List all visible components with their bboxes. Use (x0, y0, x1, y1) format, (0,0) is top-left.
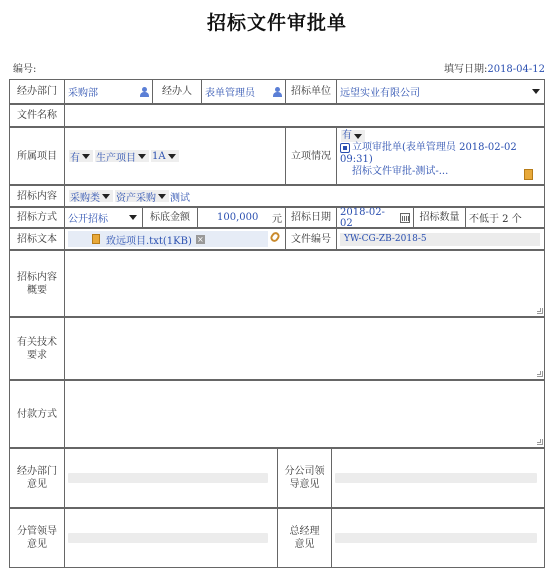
dept-opinion-field[interactable] (65, 449, 278, 507)
branch-opinion-field[interactable] (332, 449, 545, 507)
project-flag-value: 有 (70, 152, 80, 164)
chevron-down-icon (168, 154, 176, 159)
dept-field[interactable] (65, 80, 153, 103)
date-label: 招标日期 (286, 208, 337, 227)
dept-value: 采购部 (68, 88, 98, 99)
fill-date-value: 2018-04-12 (487, 64, 545, 75)
leader-opinion-label: 分管领导 意见 (10, 509, 65, 567)
resize-handle-icon[interactable] (537, 371, 543, 377)
content-type-value: 资产采购 (116, 192, 156, 204)
resize-handle-icon[interactable] (537, 439, 543, 445)
content-category-select[interactable] (69, 190, 113, 202)
chevron-down-icon (82, 154, 90, 159)
date-field[interactable] (337, 208, 414, 227)
attachment-field (65, 229, 286, 249)
row-content (9, 185, 545, 207)
base-amount: 100,000 (217, 212, 259, 223)
qty-value[interactable]: 不低于 2 个 (469, 214, 522, 225)
project-item-value: 1A (152, 150, 166, 162)
project-type-value: 生产项目 (96, 152, 136, 164)
handler-value: 表单管理员 (205, 88, 255, 99)
row-tech (9, 317, 545, 380)
chevron-down-icon (129, 215, 137, 220)
summary-textarea[interactable] (65, 251, 545, 316)
row-filename (9, 104, 545, 127)
filename-label: 文件名称 (10, 105, 65, 126)
chevron-down-icon (158, 194, 166, 199)
tech-textarea[interactable] (65, 318, 545, 379)
row-project (9, 127, 545, 185)
org-picker-icon[interactable] (140, 87, 149, 97)
project-flag-select[interactable] (69, 150, 93, 162)
handler-label: 经办人 (153, 80, 202, 103)
approval-sub-link[interactable]: 招标文件审批-测试-... (352, 166, 449, 177)
docno-field (337, 229, 545, 249)
content-category-value: 采购类 (70, 192, 100, 204)
unit-label: 招标单位 (286, 80, 337, 103)
project-label: 所属项目 (10, 128, 65, 184)
gm-opinion-field[interactable] (332, 509, 545, 567)
row-summary (9, 250, 545, 317)
docno-value: YW-CG-ZB-2018-5 (344, 234, 427, 244)
approval-link[interactable]: 立项审批单(表单管理员 2018-02-02 09:31) (340, 142, 517, 165)
row-payment (9, 380, 545, 448)
summary-label: 招标内容 概要 (10, 251, 65, 316)
method-label: 招标方式 (10, 208, 65, 227)
branch-opinion-label: 分公司领 导意见 (278, 449, 332, 507)
dept-label: 经办部门 (10, 80, 65, 103)
approval-form (9, 79, 545, 561)
attachment-link[interactable]: 致远项目.txt(1KB) (106, 235, 192, 247)
gm-opinion-label: 总经理 意见 (278, 509, 332, 567)
approval-label: 立项情况 (286, 128, 337, 184)
document-icon[interactable] (524, 169, 533, 180)
fill-date (444, 60, 545, 75)
fill-date-label: 填写日期: (443, 64, 488, 75)
date-value: 2018-02-02 (340, 206, 385, 229)
text-label: 招标文本 (10, 229, 65, 249)
delete-icon[interactable]: × (196, 234, 204, 244)
payment-label: 付款方式 (10, 381, 65, 447)
docno-label: 文件编号 (286, 229, 337, 249)
row-opinion-2 (9, 508, 545, 568)
base-amount-field[interactable] (198, 208, 286, 227)
base-unit: 元 (272, 214, 282, 225)
calendar-icon[interactable] (400, 213, 410, 223)
resize-handle-icon[interactable] (537, 308, 543, 314)
qty-label: 招标数量 (414, 208, 466, 227)
leader-opinion-field[interactable] (65, 509, 278, 567)
approval-field (337, 128, 545, 184)
row-attachment (9, 228, 545, 250)
filename-input[interactable] (65, 105, 545, 126)
approval-flag-value: 有 (342, 130, 352, 141)
project-selects (65, 128, 286, 184)
payment-textarea[interactable] (65, 381, 545, 447)
dept-opinion-label: 经办部门 意见 (10, 449, 65, 507)
chevron-down-icon[interactable] (532, 89, 540, 94)
link-icon (340, 143, 350, 153)
row-method (9, 207, 545, 228)
content-item-value[interactable]: 测试 (170, 192, 190, 204)
content-selects (65, 186, 545, 206)
page-title: 招标文件审批单 (206, 12, 347, 34)
row-department (9, 79, 545, 104)
file-icon (92, 234, 100, 244)
row-opinion-1 (9, 448, 545, 508)
chevron-down-icon (354, 134, 362, 139)
chevron-down-icon (138, 154, 146, 159)
handler-field[interactable] (202, 80, 286, 103)
method-select[interactable] (65, 208, 143, 227)
number-label: 编号: (13, 64, 37, 75)
method-value: 公开招标 (68, 214, 108, 225)
project-item-select[interactable] (151, 150, 179, 162)
chevron-down-icon (102, 194, 110, 199)
content-type-select[interactable] (115, 190, 169, 202)
user-picker-icon[interactable] (273, 87, 282, 97)
tech-label: 有关技术 要求 (10, 318, 65, 379)
approval-flag-select[interactable] (341, 130, 365, 142)
paperclip-icon[interactable] (269, 231, 281, 244)
unit-value: 远望实业有限公司 (340, 88, 420, 99)
base-label: 标底金额 (143, 208, 198, 227)
project-type-select[interactable] (95, 150, 149, 162)
content-label: 招标内容 (10, 186, 65, 206)
unit-select[interactable] (337, 80, 545, 103)
